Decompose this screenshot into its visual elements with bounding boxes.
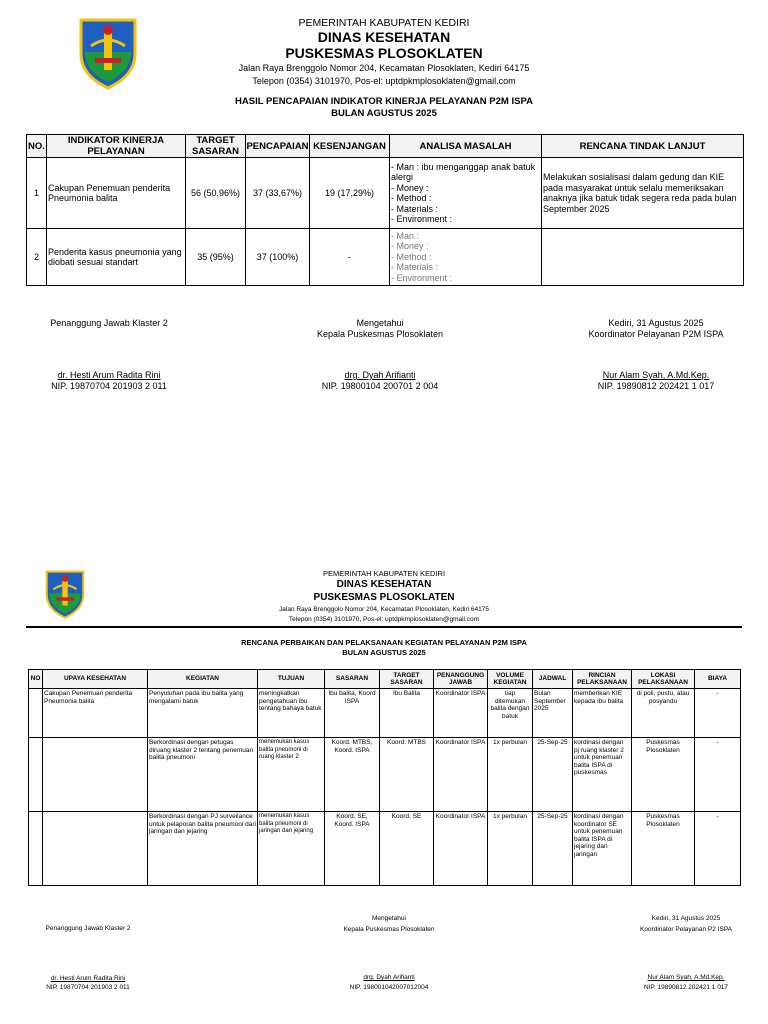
contact: Telepon (0354) 3101970, Pos-el: uptdpkmplosoklaten@gmail.com xyxy=(288,616,480,623)
cell-jadwal: 25-Sep-25 xyxy=(533,812,573,886)
analisa-man: - Man : xyxy=(391,230,420,241)
col-header: ANALISA MASALAH xyxy=(390,135,542,158)
col-header: TARGET SASARAN xyxy=(186,135,246,158)
report-title: RENCANA PERBAIKAN DAN PELAKSANAAN KEGIATAN PELAYANAN P2M ISPA xyxy=(241,638,527,647)
analisa-environment: - Environment : xyxy=(391,272,453,283)
table-row xyxy=(29,812,741,886)
cell-tujuan: meningkatkan pengetahuan ibu tentang bahaya batuk xyxy=(258,689,325,738)
cell-upaya: Cakupan Penemuan penderita Pneumonia balita xyxy=(43,689,148,738)
cell-biaya: - xyxy=(695,812,741,886)
cell-kegiatan: Penyuluhan pada ibu balita yang mengalami batuk xyxy=(148,689,258,738)
cell-no: 2 xyxy=(27,229,47,286)
table-row xyxy=(29,689,741,738)
col-header: BIAYA xyxy=(695,670,741,689)
analisa-money: - Money : xyxy=(391,241,429,252)
report-period: BULAN AGUSTUS 2025 xyxy=(331,108,437,119)
signature-role: Koordinator Pelayanan P2 ISPA xyxy=(639,926,733,933)
cell-rincian: memberikan KIE kepada ibu balita xyxy=(573,689,632,738)
cell-biaya: - xyxy=(695,738,741,812)
signature-name: Nur Alam Syah, A.Md.Kep. xyxy=(602,370,710,380)
col-header: INDIKATOR KINERJA PELAYANAN xyxy=(47,135,186,158)
contact: Telepon (0354) 3101970, Pos-el: uptdpkmplosoklaten@gmail.com xyxy=(252,76,516,86)
col-header: JADWAL xyxy=(533,670,573,689)
analisa-method: - Method : xyxy=(391,251,432,262)
gov-name: PEMERINTAH KABUPATEN KEDIRI xyxy=(298,17,470,29)
cell-lokasi: di poli, pustu, atau posyandu xyxy=(632,689,695,738)
cell-no: 1 xyxy=(27,158,47,229)
cell-upaya xyxy=(43,738,148,812)
cell-lokasi: Puskesmas Plosoklaten xyxy=(632,812,695,886)
cell-no xyxy=(29,738,43,812)
cell-jadwal: 25-Sep-25 xyxy=(533,738,573,812)
signature-name: Nur Alam Syah, A.Md.Kep. xyxy=(647,974,725,981)
cell-volume: 1x perbulan xyxy=(488,738,533,812)
cell-indikator: Penderita kasus pneumonia yang diobati sesuai standart xyxy=(47,229,186,286)
signature-date: Kediri, 31 Agustus 2025 xyxy=(651,915,721,922)
cell-pj: Koordinator ISPA xyxy=(434,689,488,738)
cell-no xyxy=(29,689,43,738)
signature-right xyxy=(620,913,752,993)
col-header: LOKASI PELAKSANAAN xyxy=(632,670,695,689)
cell-kesenjangan: 19 (17,29%) xyxy=(310,158,390,229)
dept-name: DINAS KESEHATAN xyxy=(317,29,451,45)
col-header: VOLUME KEGIATAN xyxy=(488,670,533,689)
cell-sasaran: Koord. SE, Koord. ISPA xyxy=(325,812,380,886)
signature-line1: Mengetahui xyxy=(356,318,404,328)
cell-target: Ibu Balita xyxy=(380,689,434,738)
header-divider xyxy=(26,626,742,628)
cell-biaya: - xyxy=(695,689,741,738)
signature-middle xyxy=(324,913,454,993)
cell-kegiatan: Berkordinasi dengan petugas diruang klaster 2 tentang penemuan balita pneumoni xyxy=(148,738,258,812)
unit-name: PUSKESMAS PLOSOKLATEN xyxy=(313,592,455,603)
cell-no xyxy=(29,812,43,886)
col-header: NO xyxy=(29,670,43,689)
cell-lokasi: Puskesmas Plosoklaten xyxy=(632,738,695,812)
signature-role: Kepala Puskesmas Plosoklaten xyxy=(343,926,435,933)
cell-target: Koord. SE xyxy=(380,812,434,886)
unit-name: PUSKESMAS PLOSOKLATEN xyxy=(285,45,483,61)
cell-sasaran: Koord. MTBS, Koord. ISPA xyxy=(325,738,380,812)
signature-nip: NIP. 19870704 201903 2 011 xyxy=(51,381,167,391)
col-header: PENANGGUNG JAWAB xyxy=(434,670,488,689)
cell-kegiatan: Berkordinasi dengan PJ surveilance untuk pelaporan balita pneumoni dari jaringan dan jejaring xyxy=(148,812,258,886)
cell-volume: 1x perbulan xyxy=(488,812,533,886)
signature-left xyxy=(28,924,148,992)
signature-line1: Mengetahui xyxy=(372,915,406,922)
cell-target: 35 (95%) xyxy=(186,229,246,286)
signature-role: Penanggung Jawab Klaster 2 xyxy=(45,925,131,932)
col-header: TUJUAN xyxy=(258,670,325,689)
cell-rencana: Melakukan sosialisasi dalam gedung dan KIE pada masyarakat untuk selalu memeriksakan anaknya jika batuk tidak segera reda pada bulan September 2025 xyxy=(542,158,744,229)
cell-target: Koord. MTBS xyxy=(380,738,434,812)
signature-nip: NIP. 19800104 200701 2 004 xyxy=(321,381,439,391)
signature-role: Penanggung Jawab Klaster 2 xyxy=(50,318,168,328)
col-header: UPAYA KESEHATAN xyxy=(43,670,148,689)
cell-target: 56 (50,96%) xyxy=(186,158,246,229)
col-header: RENCANA TINDAK LANJUT xyxy=(542,135,744,158)
report-period: BULAN AGUSTUS 2025 xyxy=(342,648,426,657)
signature-nip: NIP. 19890812 202421 1 017 xyxy=(597,381,715,391)
cell-pencapaian: 37 (33,67%) xyxy=(246,158,310,229)
cell-kesenjangan: - xyxy=(310,229,390,286)
col-header: TARGET SASARAN xyxy=(380,670,434,689)
col-header: PENCAPAIAN xyxy=(246,135,310,158)
signature-nip: NIP. 19870704 201903 2 011 xyxy=(46,984,130,991)
cell-pencapaian: 37 (100%) xyxy=(246,229,310,286)
signature-role: Koordinator Pelayanan P2M ISPA xyxy=(588,329,724,339)
col-header: KEGIATAN xyxy=(148,670,258,689)
address: Jalan Raya Brenggolo Nomor 204, Kecamatan Plosoklaten, Kediri 64175 xyxy=(279,606,489,613)
table-row xyxy=(29,738,741,812)
signature-date: Kediri, 31 Agustus 2025 xyxy=(608,318,704,328)
analisa-materials: - Materials : xyxy=(391,262,439,273)
cell-jadwal: Bulan September 2025 xyxy=(533,689,573,738)
cell-volume: tiap ditemukan balita dengan batuk xyxy=(488,689,533,738)
analisa-method: - Method : xyxy=(391,193,432,203)
signature-nip: NIP. 19890812 202421 1 017 xyxy=(643,984,729,991)
analisa-environment: - Environment : xyxy=(391,214,453,224)
cell-sasaran: Ibu balita, Koord ISPA xyxy=(325,689,380,738)
dept-name: DINAS KESEHATAN xyxy=(336,579,432,590)
signature-name: drg. Dyah Arifianti xyxy=(344,370,416,380)
signature-nip: NIP. 198001042007012004 xyxy=(349,984,429,991)
cell-rincian: kordinasi dengan pj ruang klaster 2 untuk penemuan balita ISPA di puskesmas xyxy=(573,738,632,812)
cell-upaya xyxy=(43,812,148,886)
action-plan-table xyxy=(28,669,741,886)
col-header: KESENJANGAN xyxy=(310,135,390,158)
table-header-row xyxy=(29,670,741,689)
signature-name: drg. Dyah Arifianti xyxy=(363,974,415,981)
cell-tujuan: menemukan kasus balita pneumoni di ruang klaster 2 xyxy=(258,738,325,812)
signature-name: dr. Hesti Arum Radita Rini xyxy=(50,975,126,982)
cell-pj: Koordinator ISPA xyxy=(434,812,488,886)
gov-name: PEMERINTAH KABUPATEN KEDIRI xyxy=(322,569,446,578)
analisa-materials: - Materials : xyxy=(391,203,439,214)
analisa-money: - Money : xyxy=(391,182,429,193)
report-title: HASIL PENCAPAIAN INDIKATOR KINERJA PELAYANAN P2M ISPA xyxy=(235,96,533,107)
col-header: SASARAN xyxy=(325,670,380,689)
cell-indikator: Cakupan Penemuan penderita Pneumonia balita xyxy=(47,158,186,229)
signature-role: Kepala Puskesmas Plosoklaten xyxy=(316,329,444,339)
cell-pj: Koordinator ISPA xyxy=(434,738,488,812)
cell-rincian: kordinasi dengan koordinator SE untuk penemuan balita ISPA di jejaring dan jaringan xyxy=(573,812,632,886)
signature-name: dr. Hesti Arum Radita Rini xyxy=(57,370,161,380)
cell-tujuan: menemukan kasus balita pneumoni di jaringan dan jejaring xyxy=(258,812,325,886)
col-header: NO. xyxy=(27,135,47,158)
col-header: RINCIAN PELAKSANAAN xyxy=(573,670,632,689)
analisa-man: - Man : ibu menganggap anak batuk alergi xyxy=(391,161,536,182)
address: Jalan Raya Brenggolo Nomor 204, Kecamatan Plosoklaten, Kediri 64175 xyxy=(238,63,530,73)
